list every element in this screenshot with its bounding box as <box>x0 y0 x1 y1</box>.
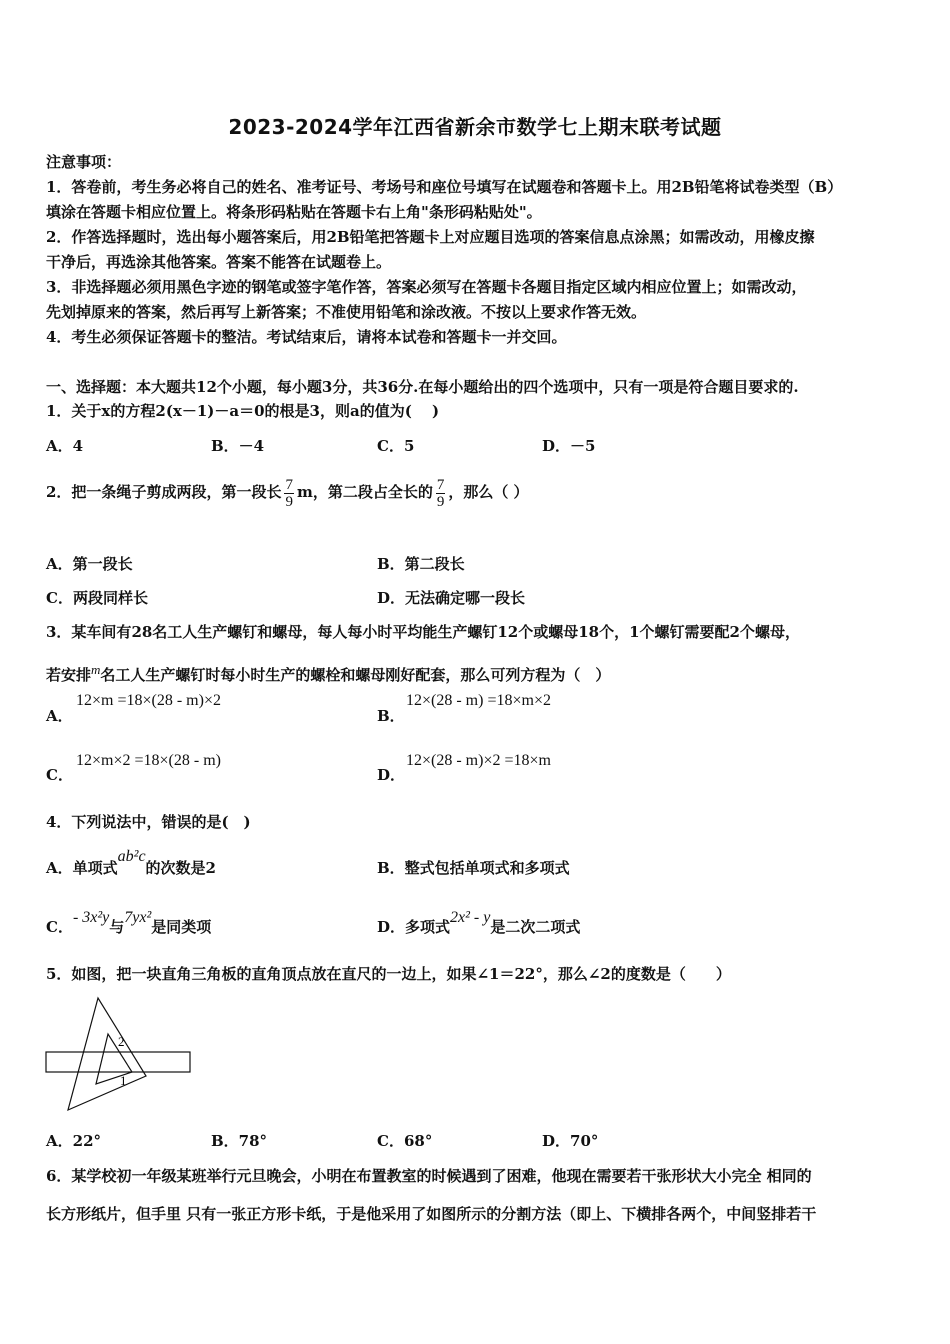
polynomial-2x2-y: 2x² - y <box>450 909 491 926</box>
ruler <box>46 1052 190 1072</box>
question-1-stem: 1．关于x的方程2(x－1)－a＝0的根是3，则a的值为( ) <box>46 402 440 420</box>
fraction-7-9 <box>436 477 446 510</box>
q3-option-a-label: A． <box>46 707 73 725</box>
fraction-numerator: 7 <box>285 476 293 493</box>
q2-option-c: C．两段同样长 <box>46 589 148 607</box>
q1-option-b: B．－4 <box>211 437 265 455</box>
q2-option-a: A．第一段长 <box>46 555 133 573</box>
q4-d-label: D．多项式 <box>377 918 451 936</box>
monomial-abc: ab²c <box>117 848 146 865</box>
monomial-7yx2: 7yx² <box>124 909 152 926</box>
q4-d-rest: 是二次二项式 <box>490 918 581 936</box>
angle-label-2: 2 <box>118 1034 125 1049</box>
q5-option-d: D．70° <box>542 1132 599 1150</box>
q3-option-b-label: B． <box>377 707 405 725</box>
notice-line: 干净后，再选涂其他答案。答案不能答在试题卷上。 <box>46 253 392 271</box>
monomial-3x2y: - 3x²y <box>72 909 110 926</box>
q4-c-mid: 与 <box>109 918 125 936</box>
q3-option-c-label: C． <box>46 766 73 784</box>
q3-option-b-formula: 12×(28 - m) =18×m×2 <box>406 692 551 709</box>
q4-c-rest: 是同类项 <box>151 918 212 936</box>
notice-line: 4．考生必须保证答题卡的整洁。考试结束后，请将本试卷和答题卡一并交回。 <box>46 328 567 346</box>
fraction-7-9 <box>284 477 294 510</box>
question-4-stem: 4．下列说法中，错误的是( ) <box>46 813 251 831</box>
notice-line: 1．答卷前，考生务必将自己的姓名、准考证号、考场号和座位号填写在试题卷和答题卡上。用2B铅笔将试卷类型（B） <box>46 178 843 196</box>
inner-triangle <box>96 1034 132 1084</box>
q4-option-c <box>46 909 212 938</box>
notice-line: 3．非选择题必须用黑色字迹的钢笔或签字笔作答，答案必须写在答题卡各题目指定区域内相应位置上；如需改动， <box>46 278 807 296</box>
outer-triangle <box>68 998 146 1110</box>
q3-stem-part: 名工人生产螺钉时每小时生产的螺栓和螺母刚好配套，那么可列方程为（ ） <box>100 666 611 684</box>
q1-option-a: A．4 <box>46 437 84 455</box>
q2-stem-part: m，第二段占全长的 <box>296 483 433 501</box>
q3-stem-part: 若安排 <box>46 666 92 684</box>
q3-option-a-formula: 12×m =18×(28 - m)×2 <box>76 692 221 709</box>
q2-option-d: D．无法确定哪一段长 <box>377 589 526 607</box>
q4-a-label: A．单项式 <box>46 859 118 877</box>
q4-option-d <box>377 909 581 938</box>
angle-label-1: 1 <box>120 1073 127 1088</box>
q1-option-d: D．－5 <box>542 437 596 455</box>
question-6-stem-2: 长方形纸片，但手里 只有一张正方形卡纸，于是他采用了如图所示的分割方法（即上、下横排各两个，中间竖排若干 <box>46 1205 817 1223</box>
q3-option-d-formula: 12×(28 - m)×2 =18×m <box>406 752 551 769</box>
section-heading: 一、选择题：本大题共12个小题，每小题3分，共36分.在每小题给出的四个选项中，只有一项是符合题目要求的. <box>46 378 799 396</box>
question-3-stem: 3．某车间有28名工人生产螺钉和螺母，每人每小时平均能生产螺钉12个或螺母18个，1个螺钉需要配2个螺母， <box>46 623 800 641</box>
notice-heading: 注意事项： <box>46 153 122 171</box>
variable-m: m <box>91 662 101 677</box>
notice-line: 2．作答选择题时，选出每小题答案后，用2B铅笔把答题卡上对应题目选项的答案信息点涂黑；如需改动，用橡皮擦 <box>46 228 815 246</box>
page-title: 2023-2024学年江西省新余市数学七上期末联考试题 <box>228 115 722 139</box>
q5-option-c: C．68° <box>377 1132 433 1150</box>
question-3-stem-2 <box>46 660 610 685</box>
q4-a-rest: 的次数是2 <box>145 859 216 877</box>
q4-option-b: B．整式包括单项式和多项式 <box>377 859 570 877</box>
q2-option-b: B．第二段长 <box>377 555 465 573</box>
q3-option-d-label: D． <box>377 766 406 784</box>
q1-option-c: C．5 <box>377 437 415 455</box>
notice-line: 先划掉原来的答案，然后再写上新答案；不准使用铅笔和涂改液。不按以上要求作答无效。 <box>46 303 647 321</box>
q2-stem-part: ，那么（ ） <box>448 483 529 501</box>
question-2-stem <box>46 476 529 510</box>
question-5-stem: 5．如图，把一块直角三角板的直角顶点放在直尺的一边上，如果∠1＝22°，那么∠2的度数是（ ） <box>46 965 731 983</box>
q4-c-label: C． <box>46 918 73 936</box>
question-6-stem: 6．某学校初一年级某班举行元旦晚会，小明在布置教室的时候遇到了困难，他现在需要若干张形状大小完全 相同的 <box>46 1167 812 1185</box>
fraction-denominator: 9 <box>285 493 293 510</box>
q2-stem-part: 2．把一条绳子剪成两段，第一段长 <box>46 483 282 501</box>
ruler-triangle-figure <box>40 992 200 1122</box>
fraction-denominator: 9 <box>436 493 445 510</box>
q4-option-a <box>46 848 216 879</box>
q5-option-b: B．78° <box>211 1132 268 1150</box>
q5-option-a: A．22° <box>46 1132 102 1150</box>
notice-line: 填涂在答题卡相应位置上。将条形码粘贴在答题卡右上角"条形码粘贴处"。 <box>46 203 542 221</box>
q3-option-c-formula: 12×m×2 =18×(28 - m) <box>76 752 221 769</box>
fraction-numerator: 7 <box>436 476 445 493</box>
